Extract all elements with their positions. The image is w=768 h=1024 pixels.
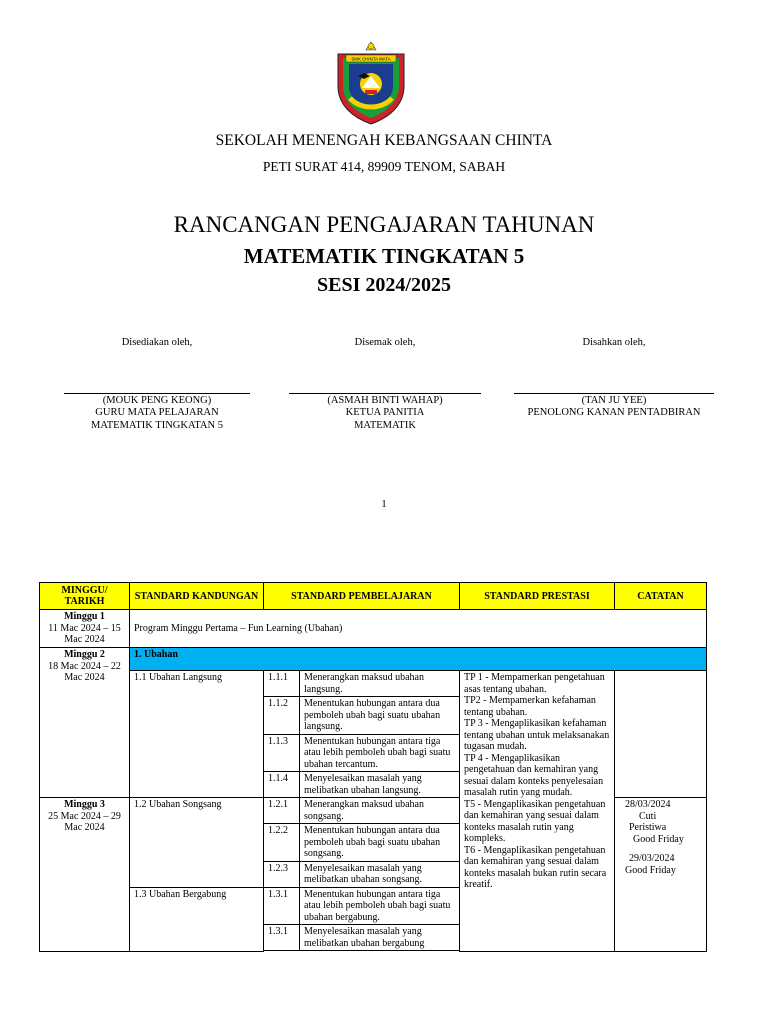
week-cell xyxy=(40,610,130,648)
learning-code: 1.1.4 xyxy=(264,772,300,798)
content-standard: 1.2 Ubahan Songsang xyxy=(130,798,264,888)
learning-text: Menentukan hubungan antara dua pemboleh ubah bagi suatu ubahan langsung. xyxy=(300,697,460,735)
learning-text: Menerangkan maksud ubahan langsung. xyxy=(300,671,460,697)
learning-text: Menyelesaikan masalah yang melibatkan ubahan bergabung xyxy=(300,925,460,951)
signature-approved-by xyxy=(499,337,729,420)
note-text: Peristiwa xyxy=(629,822,667,833)
signature-line xyxy=(289,393,481,394)
week-cell xyxy=(40,798,130,952)
week-cell xyxy=(40,648,130,798)
notes-cell xyxy=(615,671,707,798)
signature-line xyxy=(514,393,714,394)
header-content-standard: STANDARD KANDUNGAN xyxy=(130,583,264,610)
signature-title: MATEMATIK TINGKATAN 5 xyxy=(91,419,223,431)
signature-title: GURU MATA PELAJARAN xyxy=(95,407,219,418)
signature-role: Disemak oleh, xyxy=(354,337,416,348)
content-standard: 1.1 Ubahan Langsung xyxy=(130,671,264,798)
week-label: Minggu 3 xyxy=(64,799,105,810)
performance-standard: TP 1 - Mempamerkan pengetahuan asas tentang ubahan. TP2 - Mempamerkan kefahaman tentang ubahan. TP 3 - Mengaplikasikan kefahaman tentang ubahan untuk melaksanakan tugasan mudah. TP 4 - Mengaplikasikan pengetahuan dan kemahiran yang sesuai dalam konteks penyelesaian masalah rutin yang mudah. T5 - Mengaplikasikan pengetahuan dan kemahiran yang sesuai dalam konteks masalah rutin yang kompleks. T6 - Mengaplikasikan pengetahuan dan kemahiran yang sesuai dalam konteks masalah bukan rutin secara kreatif. xyxy=(460,671,615,952)
learning-code: 1.2.3 xyxy=(264,861,300,887)
header-performance-standard: STANDARD PRESTASI xyxy=(460,583,615,610)
session-title: SESI 2024/2025 xyxy=(317,274,451,296)
table-row-week2 xyxy=(40,648,707,671)
table-row-week1 xyxy=(40,610,707,648)
learning-text: Menerangkan maksud ubahan songsang. xyxy=(300,798,460,824)
learning-code: 1.1.1 xyxy=(264,671,300,697)
header-notes: CATATAN xyxy=(615,583,707,610)
note-date: 28/03/2024 xyxy=(625,799,671,810)
subject-title: MATEMATIK TINGKATAN 5 xyxy=(243,244,525,268)
note-date: 29/03/2024 xyxy=(629,853,675,864)
signature-title: KETUA PANITIA xyxy=(345,407,425,418)
learning-text: Menentukan hubungan antara tiga atau lebih pemboleh ubah bagi suatu ubahan bergabung. xyxy=(300,887,460,925)
signature-name: (ASMAH BINTI WAHAP) xyxy=(327,394,443,406)
signature-role: Disediakan oleh, xyxy=(121,337,193,348)
learning-text: Menyelesaikan masalah yang melibatkan ubahan songsang. xyxy=(300,861,460,887)
crest-banner-text: SMK CHINTA MATA xyxy=(351,56,391,62)
header-learning-standard: STANDARD PEMBELAJARAN xyxy=(264,583,460,610)
signature-title: PENOLONG KANAN PENTADBIRAN xyxy=(527,407,701,418)
learning-text: Menyelesaikan masalah yang melibatkan ubahan langsung. xyxy=(300,772,460,798)
note-text: Good Friday xyxy=(625,864,676,876)
learning-code: 1.1.3 xyxy=(264,734,300,772)
document-title: RANCANGAN PENGAJARAN TAHUNAN xyxy=(173,212,595,237)
week-dates: 11 Mac 2024 – 15 Mac 2024 xyxy=(48,622,121,645)
notes-cell xyxy=(615,798,707,952)
week-label: Minggu 2 xyxy=(64,649,105,660)
teaching-plan-table xyxy=(39,582,707,952)
learning-code: 1.3.1 xyxy=(264,887,300,925)
page-number: 1 xyxy=(381,498,387,510)
week-dates: 18 Mac 2024 – 22 Mac 2024 xyxy=(48,660,121,683)
school-crest-logo xyxy=(332,40,410,126)
learning-code: 1.3.1 xyxy=(264,925,300,951)
learning-text: Menentukan hubungan antara tiga atau lebih pemboleh ubah bagi suatu ubahan tercantum. xyxy=(300,734,460,772)
school-address: PETI SURAT 414, 89909 TENOM, SABAH xyxy=(262,159,506,174)
learning-code: 1.2.1 xyxy=(264,798,300,824)
content-standard: 1.3 Ubahan Bergabung xyxy=(130,887,264,951)
signature-name: (MOUK PENG KEONG) xyxy=(102,394,212,406)
signature-line xyxy=(64,393,250,394)
learning-code: 1.1.2 xyxy=(264,697,300,735)
table-header-row xyxy=(40,583,707,610)
learning-code: 1.2.2 xyxy=(264,824,300,862)
header-week: MINGGU/ TARIKH xyxy=(40,583,130,610)
week-dates: 25 Mac 2024 – 29 Mac 2024 xyxy=(48,810,121,833)
signature-prepared-by xyxy=(42,337,272,432)
table-row xyxy=(40,671,707,697)
note-text: Good Friday xyxy=(633,833,684,845)
week-label: Minggu 1 xyxy=(64,611,105,622)
signature-checked-by xyxy=(270,337,500,432)
learning-text: Menentukan hubungan antara dua pemboleh ubah bagi suatu ubahan songsang. xyxy=(300,824,460,862)
note-text: Cuti xyxy=(639,810,657,822)
signature-name: (TAN JU YEE) xyxy=(581,394,647,406)
week1-program: Program Minggu Pertama – Fun Learning (Ubahan) xyxy=(130,610,707,648)
signature-title: MATEMATIK xyxy=(354,419,416,431)
school-name: SEKOLAH MENENGAH KEBANGSAAN CHINTA xyxy=(215,132,553,149)
topic-header: 1. Ubahan xyxy=(130,648,707,671)
signature-role: Disahkan oleh, xyxy=(582,337,646,348)
